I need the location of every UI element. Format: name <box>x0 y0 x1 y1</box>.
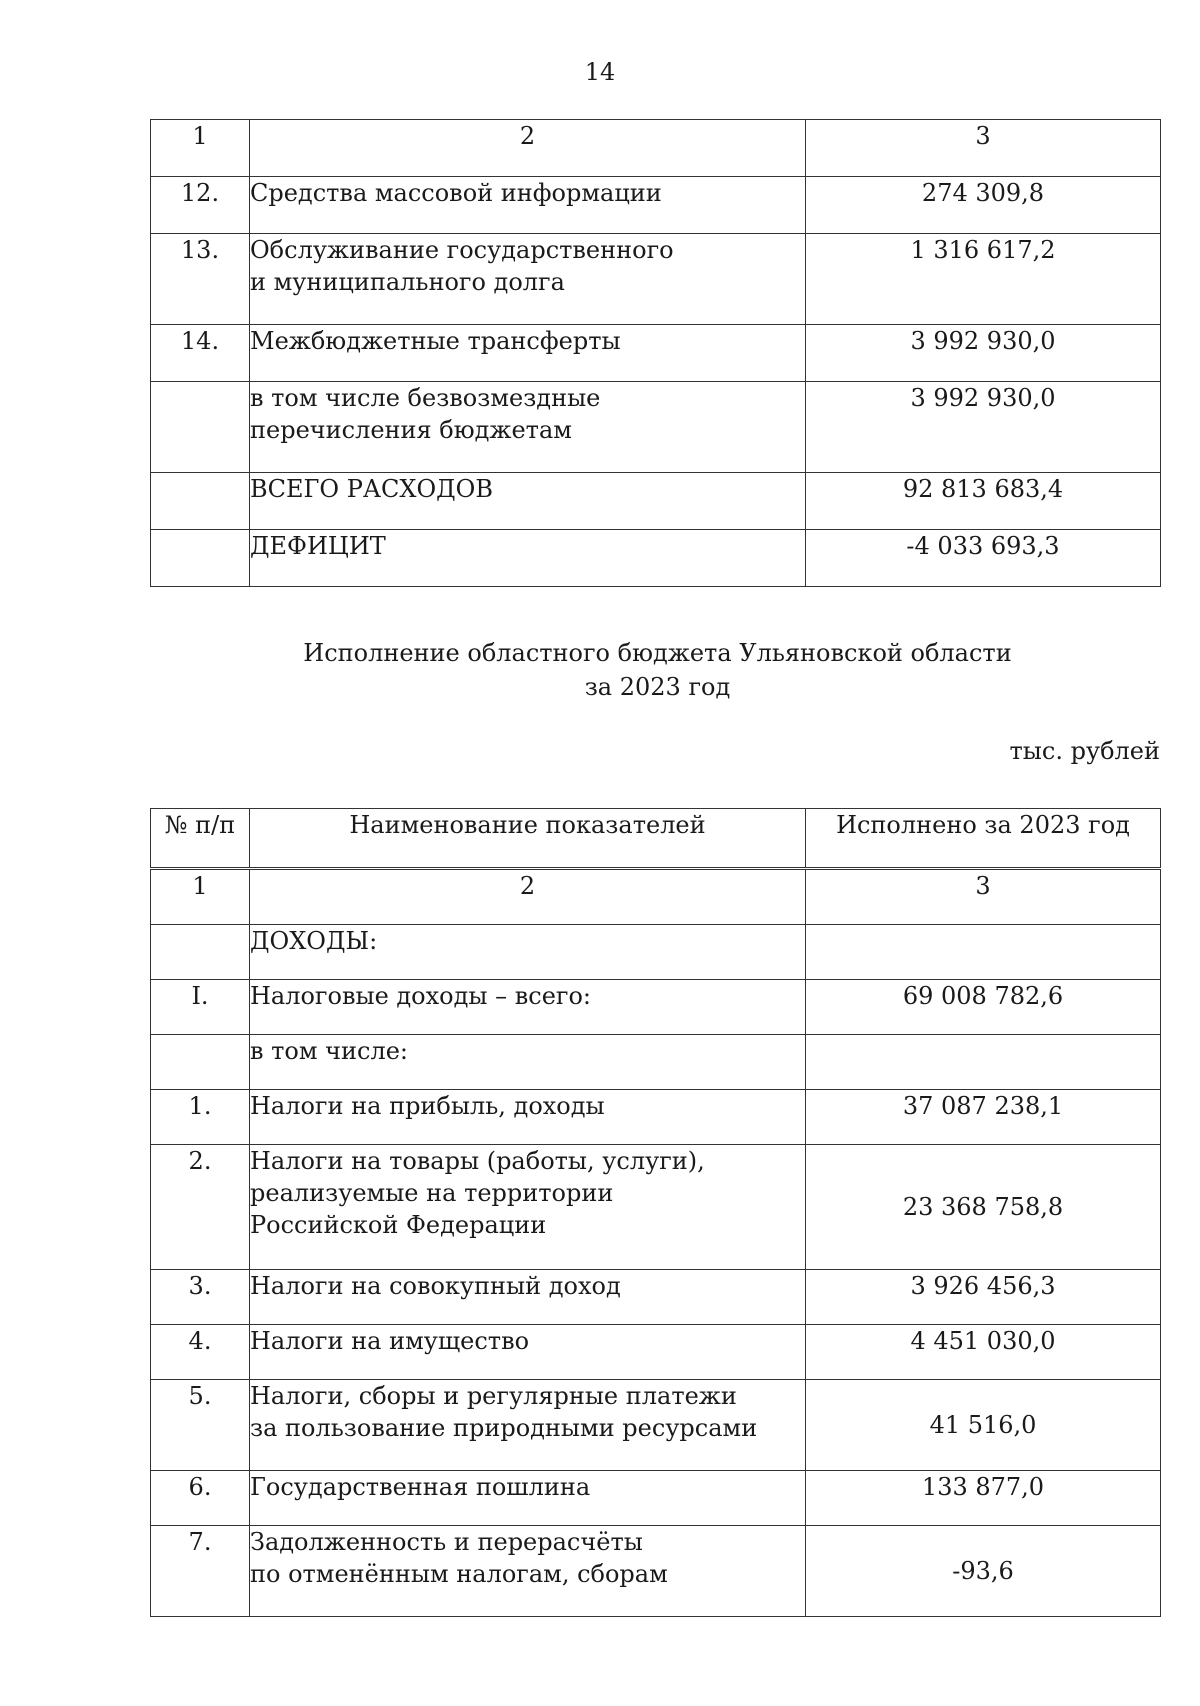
row-number <box>151 473 250 530</box>
row-number: 7. <box>151 1526 250 1617</box>
expenses-table-continued <box>150 119 1161 587</box>
row-value: 37 087 238,1 <box>806 1090 1161 1145</box>
row-number <box>151 925 250 980</box>
row-number: 5. <box>151 1380 250 1471</box>
column-title-value: Исполнено за 2023 год <box>806 809 1161 869</box>
table-row <box>151 1526 1161 1617</box>
row-name: в том числе безвозмездные перечисления бюджетам <box>250 382 806 473</box>
row-number: 1. <box>151 1090 250 1145</box>
row-number: 13. <box>151 234 250 325</box>
column-number-1: 1 <box>151 120 250 177</box>
table-row <box>151 1035 1161 1090</box>
row-name: ВСЕГО РАСХОДОВ <box>250 473 806 530</box>
column-title-number: № п/п <box>151 809 250 869</box>
row-name: Налоги, сборы и регулярные платежи за пользование природными ресурсами <box>250 1380 806 1471</box>
row-value <box>806 1035 1161 1090</box>
row-value: -93,6 <box>806 1526 1161 1617</box>
row-name: в том числе: <box>250 1035 806 1090</box>
row-value: -4 033 693,3 <box>806 530 1161 587</box>
row-value: 3 926 456,3 <box>806 1270 1161 1325</box>
row-name: Государственная пошлина <box>250 1471 806 1526</box>
row-name: Налоги на товары (работы, услуги), реализуемые на территории Российской Федерации <box>250 1145 806 1270</box>
table-row <box>151 234 1161 325</box>
column-number-3: 3 <box>806 869 1161 925</box>
row-number: 14. <box>151 325 250 382</box>
row-name: Межбюджетные трансферты <box>250 325 806 382</box>
table-row <box>151 1090 1161 1145</box>
column-number-row <box>151 869 1161 925</box>
row-value: 41 516,0 <box>806 1380 1161 1471</box>
row-name: Налоги на совокупный доход <box>250 1270 806 1325</box>
column-titles-row <box>151 809 1161 869</box>
row-number: 2. <box>151 1145 250 1270</box>
row-number: 4. <box>151 1325 250 1380</box>
table-row <box>151 980 1161 1035</box>
row-value: 92 813 683,4 <box>806 473 1161 530</box>
row-name: Налоги на имущество <box>250 1325 806 1380</box>
row-name: Средства массовой информации <box>250 177 806 234</box>
table-row <box>151 1325 1161 1380</box>
column-number-row <box>151 120 1161 177</box>
row-name: ДЕФИЦИТ <box>250 530 806 587</box>
total-expenses-row <box>151 473 1161 530</box>
row-number <box>151 530 250 587</box>
units-label: тыс. рублей <box>1009 737 1160 765</box>
page-number: 14 <box>584 58 616 86</box>
row-value <box>806 925 1161 980</box>
table-row <box>151 325 1161 382</box>
section-title-line-1: Исполнение областного бюджета Ульяновской области <box>303 639 1012 667</box>
budget-execution-table <box>150 808 1161 1617</box>
row-value: 69 008 782,6 <box>806 980 1161 1035</box>
column-number-2: 2 <box>250 120 806 177</box>
row-number: 3. <box>151 1270 250 1325</box>
row-value: 3 992 930,0 <box>806 325 1161 382</box>
deficit-row <box>151 530 1161 587</box>
row-number: 6. <box>151 1471 250 1526</box>
column-number-3: 3 <box>806 120 1161 177</box>
row-value: 3 992 930,0 <box>806 382 1161 473</box>
row-value: 274 309,8 <box>806 177 1161 234</box>
row-number: I. <box>151 980 250 1035</box>
table-row <box>151 382 1161 473</box>
row-name: Обслуживание государственного и муниципального долга <box>250 234 806 325</box>
row-number <box>151 382 250 473</box>
section-title <box>0 636 1200 704</box>
table-row <box>151 177 1161 234</box>
table-row <box>151 1145 1161 1270</box>
row-number: 12. <box>151 177 250 234</box>
row-value: 23 368 758,8 <box>806 1145 1161 1270</box>
column-title-name: Наименование показателей <box>250 809 806 869</box>
column-number-1: 1 <box>151 869 250 925</box>
row-value: 133 877,0 <box>806 1471 1161 1526</box>
row-name: Налоги на прибыль, доходы <box>250 1090 806 1145</box>
income-heading-row <box>151 925 1161 980</box>
column-number-2: 2 <box>250 869 806 925</box>
row-value: 1 316 617,2 <box>806 234 1161 325</box>
section-title-line-2: за 2023 год <box>584 673 731 701</box>
table-row <box>151 1380 1161 1471</box>
row-name: ДОХОДЫ: <box>250 925 806 980</box>
row-number <box>151 1035 250 1090</box>
table-row <box>151 1270 1161 1325</box>
row-value: 4 451 030,0 <box>806 1325 1161 1380</box>
table-row <box>151 1471 1161 1526</box>
row-name: Налоговые доходы – всего: <box>250 980 806 1035</box>
row-name: Задолженность и перерасчёты по отменённым налогам, сборам <box>250 1526 806 1617</box>
